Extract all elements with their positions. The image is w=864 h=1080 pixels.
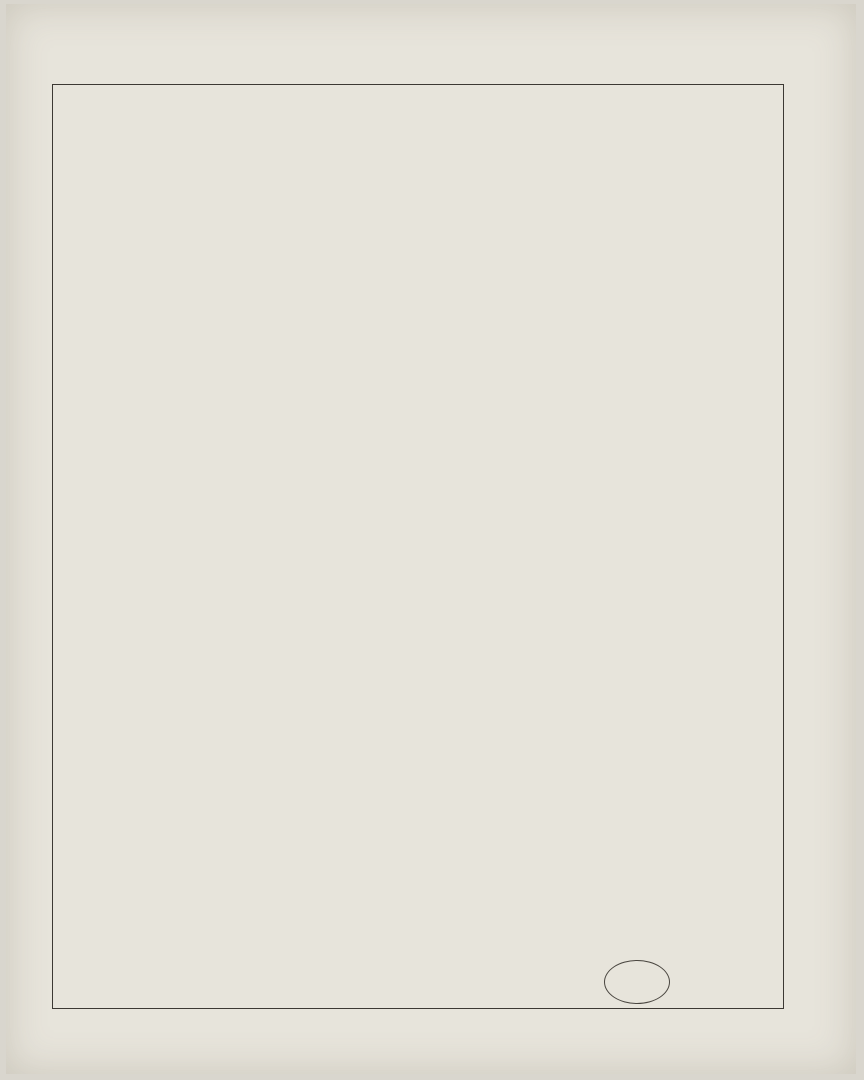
archive-stamp (604, 960, 670, 1004)
